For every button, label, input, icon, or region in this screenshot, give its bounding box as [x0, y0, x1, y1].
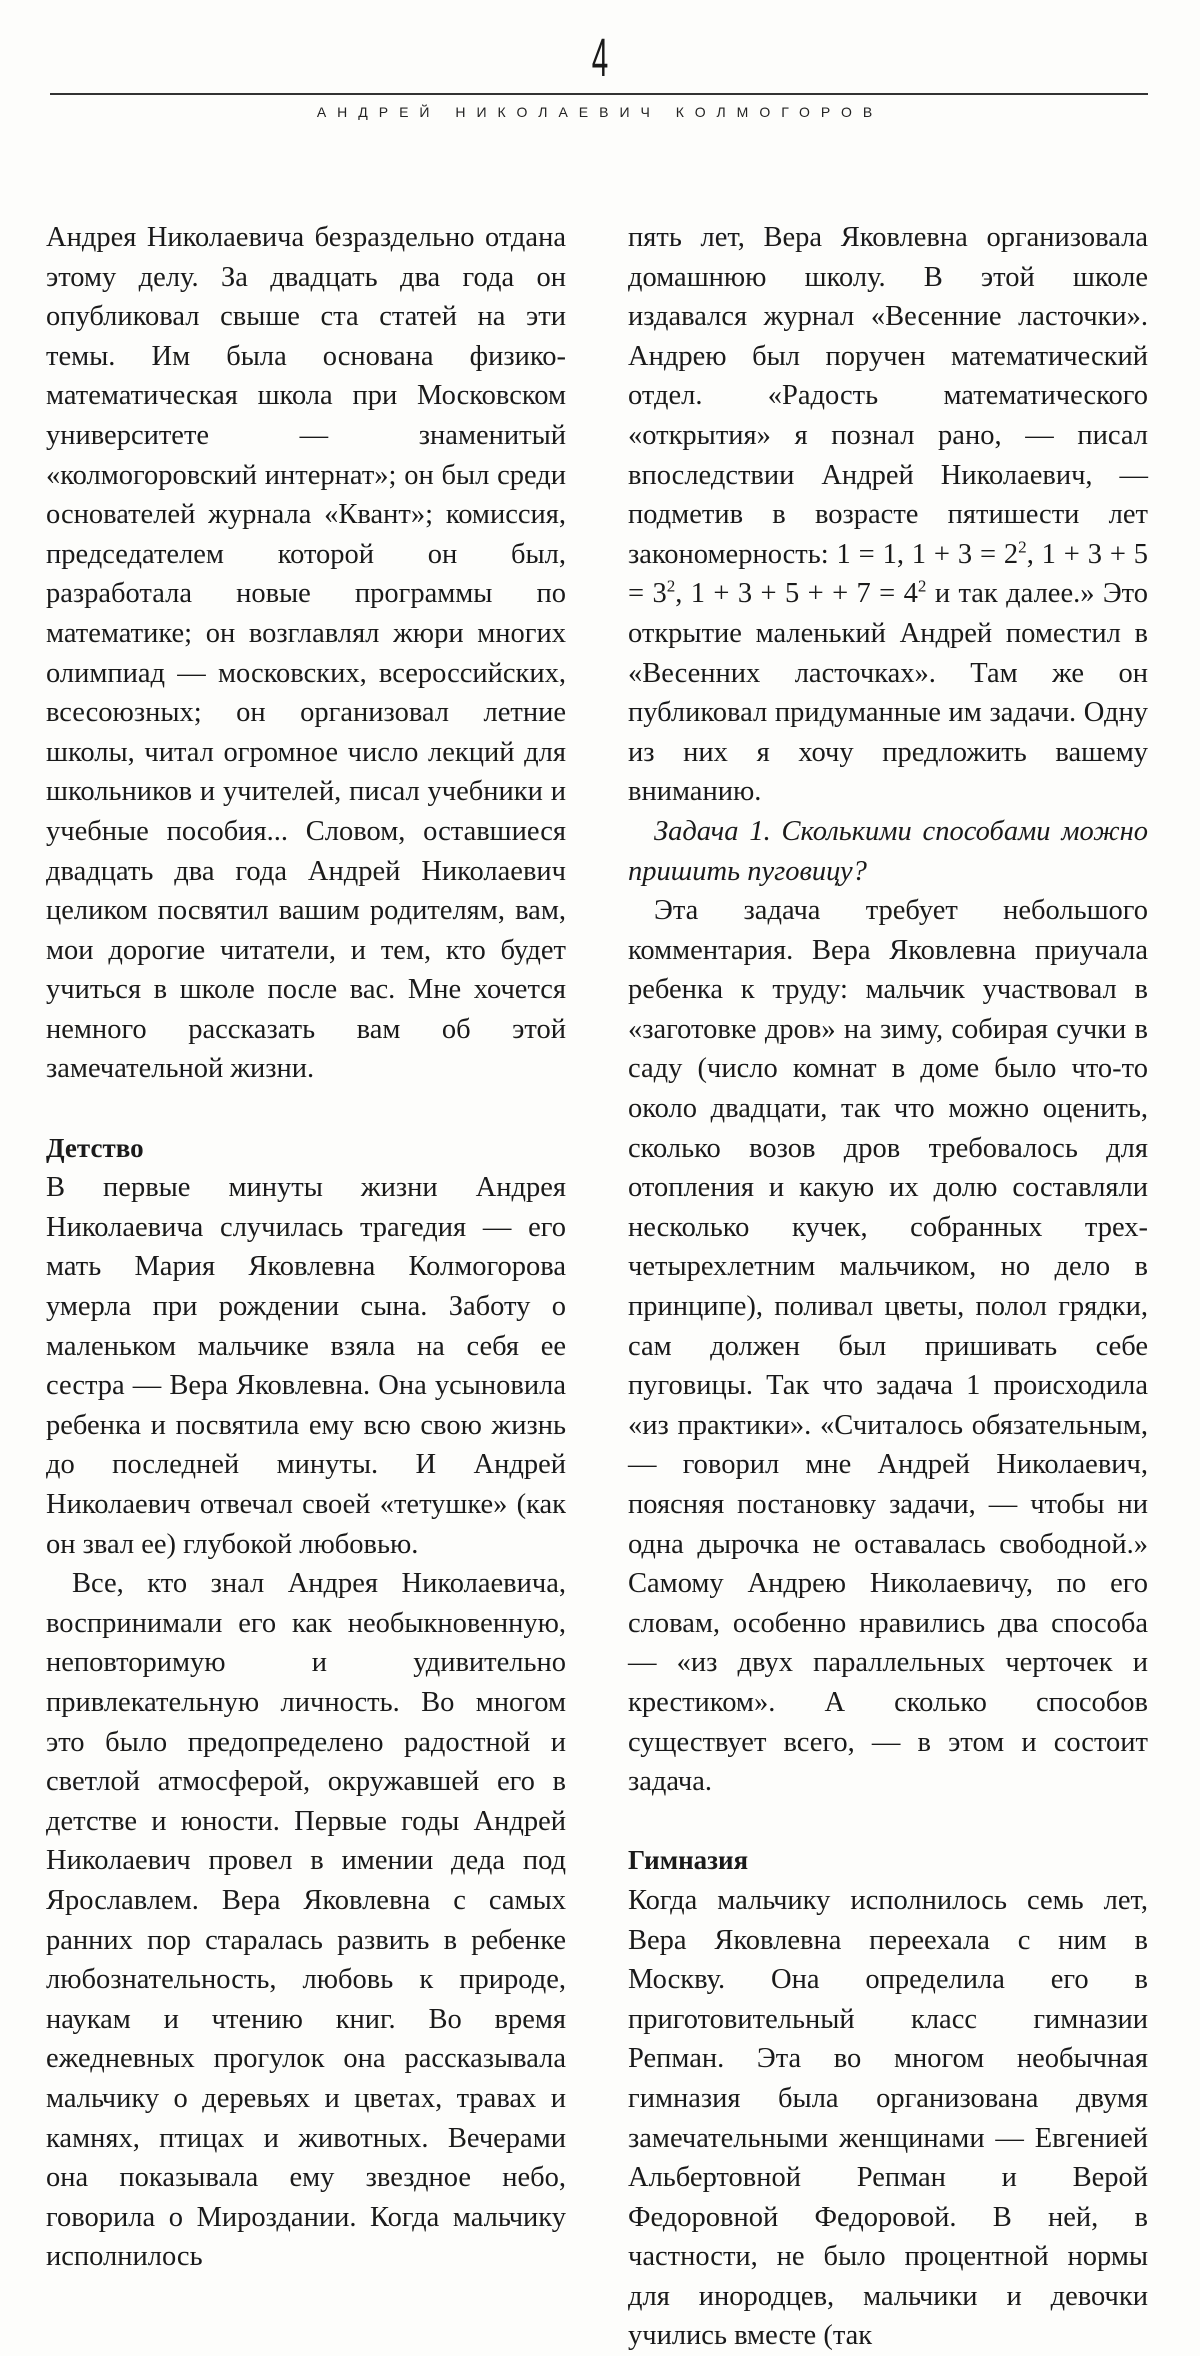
header-rule [50, 93, 1148, 95]
exponent: 2 [917, 576, 927, 596]
text: и так далее.» Это открытие маленький Андрей поместил в «Весенних ласточках». Там же он публиковал придуманные им задачи. Одну из них я хочу предложить вашему вниманию. [628, 578, 1148, 808]
task-statement: Задача 1. Сколькими способами можно пришить пуговицу? [628, 815, 1148, 887]
exponent: 2 [1018, 537, 1027, 557]
formula: , 1 + 3 + 5 + + 7 = 4 [675, 578, 918, 610]
text: пять лет, Вера Яковлевна организовала домашнюю школу. В этой школе издавался журнал «Весенние ласточки». Андрею был поручен математический отдел. «Радость математического «открытия» я познал рано, — писал впоследствии Андрей Николаевич, — подметив в возрасте пятишести лет закономерность: 1 = 1, 1 + 3 = 2 [628, 222, 1148, 570]
left-column [46, 218, 566, 2277]
paragraph-with-formula [628, 218, 1148, 812]
running-head: АНДРЕЙ НИКОЛАЕВИЧ КОЛМОГОРОВ [316, 104, 884, 120]
paragraph: Все, кто знал Андрея Николаевича, воспринимали его как необыкновенную, неповторимую и удивительно привлекательную личность. Во многом это было предопределено радостной и светлой атмосферой, окружавшей его в детстве и юности. Первые годы Андрей Николаевич провел в имении деда под Ярославлем. Вера Яковлевна с самых ранних пор старалась развить в ребенке любознательность, любовь к природе, наукам и чтению книг. Во время ежедневных прогулок она рассказывала мальчику о деревьях и цветах, травах и камнях, птицах и животных. Вечерами она показывала ему звездное небо, говорила о Мироздании. Когда мальчику исполнилось [46, 1568, 566, 2273]
page-number: 4 [591, 28, 609, 88]
paragraph: В первые минуты жизни Андрея Николаевича случилась трагедия — его мать Мария Яковлевна Колмогорова умерла при рождении сына. Заботу о маленьком мальчике взяла на себя ее сестра — Вера Яковлевна. Она усыновила ребенка и посвятила ему всю свою жизнь до последней минуты. И Андрей Николаевич отвечал своей «тетушке» (как он звал ее) глубокой любовью. [46, 1172, 566, 1560]
section-heading-gymnasium: Гимназия [628, 1845, 749, 1876]
right-column [628, 218, 1148, 2356]
paragraph: Андрея Николаевича безраздельно отдана этому делу. За двадцать два года он опубликовал свыше ста статей на эти темы. Им была основана физико-математическая школа при Московском университете — знаменитый «колмогоровский интернат»; он был среди основателей журнала «Квант»; комиссия, председателем которой он был, разработала новые программы по математике; он возглавлял жюри многих олимпиад — московских, всероссийских, всесоюзных; он организовал летние школы, читал огромное число лекций для школьников и учителей, писал учебники и учебные пособия... Словом, оставшиеся двадцать два года Андрей Николаевич целиком посвятил вашим родителям, вам, мои дорогие читатели, и тем, кто будет учиться в школе после вас. Мне хочется немного рассказать вам об этой замечательной жизни. [46, 222, 566, 1085]
exponent: 2 [666, 576, 676, 596]
section-heading-childhood: Детство [46, 1132, 144, 1163]
formula: , 1 + 3 + 5 = 3 [628, 538, 1148, 610]
paragraph: Когда мальчику исполнилось семь лет, Вера Яковлевна переехала с ним в Москву. Она определила его в приготовительный класс гимназии Репман. Эта во многом необычная гимназия была организована двумя замечательными женщинами — Евгенией Альбертовной Репман и Верой Федоровной Федоровой. В ней, в частности, не было процентной нормы для инородцев, мальчики и девочки учились вместе (так [628, 1884, 1148, 2352]
paragraph: Эта задача требует небольшого комментария. Вера Яковлевна приучала ребенка к труду: мальчик участвовал в «заготовке дров» на зиму, собирая сучки в саду (число комнат в доме было что-то около двадцати, так что можно оценить, сколько возов дров требовалось для отопления и какую их долю составляли несколько кучек, собранных трех-четырехлетним мальчиком, но дело в принципе), поливал цветы, полол грядки, сам должен был пришивать себе пуговицы. Так что задача 1 происходила «из практики». «Считалось обязательным, — говорил мне Андрей Николаевич, поясняя постановку задачи, — чтобы ни одна дырочка не оставалась свободной.» Самому Андрею Николаевичу, по его словам, особенно нравились два способа — «из двух параллельных черточек и крестиком». А сколько способов существует всего, — в этом и состоит задача. [628, 895, 1148, 1798]
